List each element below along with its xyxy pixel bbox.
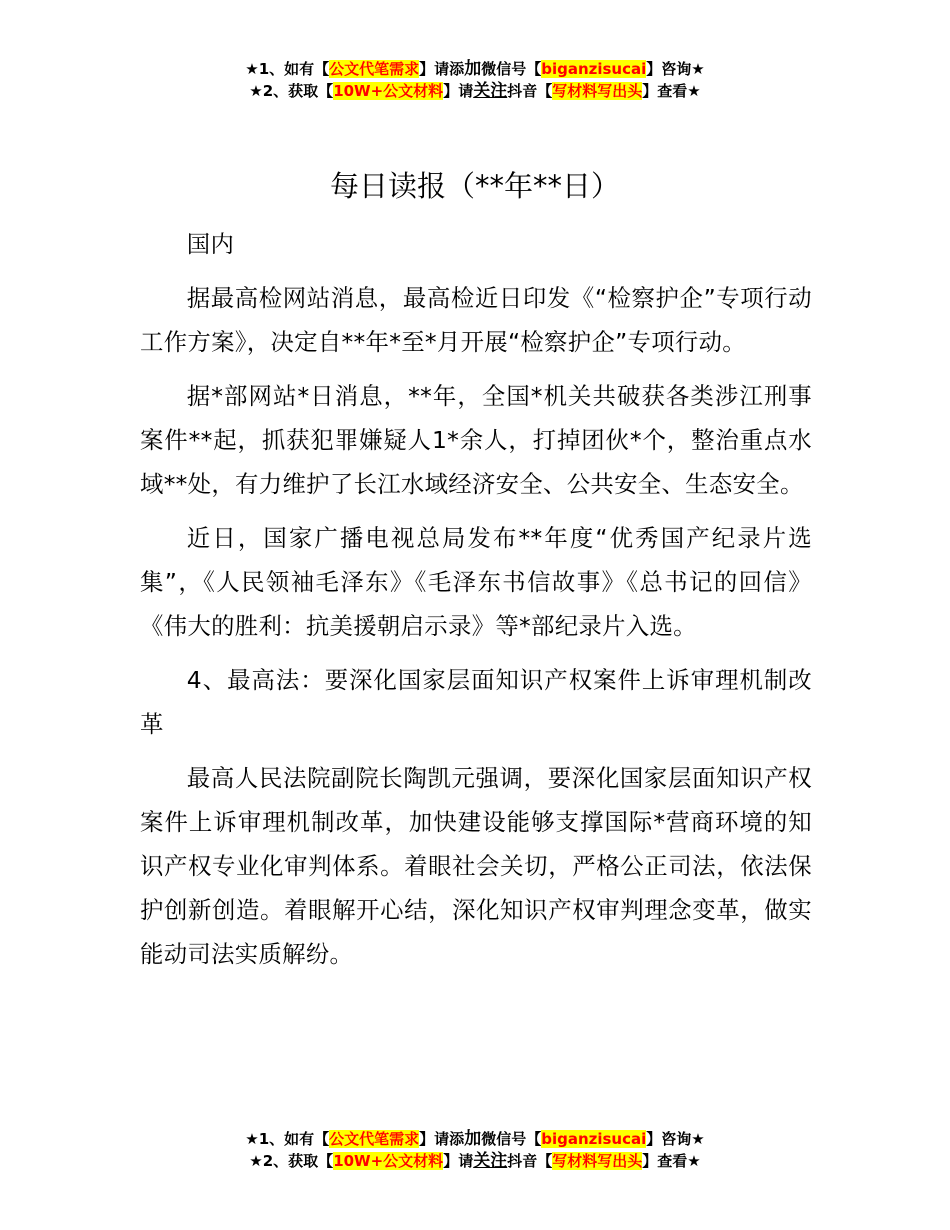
- banner-text: ★2、获取【: [249, 82, 334, 100]
- banner-text: 】咨询★: [646, 60, 705, 78]
- banner-text: 】查看★: [642, 82, 701, 100]
- banner-text: 】请: [443, 1152, 474, 1170]
- banner-text: 】请添: [419, 1130, 465, 1148]
- paragraph-heading: 4、最高法：要深化国家层面知识产权案件上诉审理机制改革: [140, 666, 812, 738]
- highlight-wechat-id: biganzisucai: [541, 60, 647, 78]
- highlight-service: 公文代笔需求: [329, 1130, 420, 1148]
- document-title: 每日读报（**年**日）: [329, 169, 620, 203]
- banner-text: 】查看★: [642, 1152, 701, 1170]
- highlight-douyin: 写材料写出头: [552, 1152, 643, 1170]
- banner-text: 微信号【: [481, 1130, 542, 1148]
- banner-text: 加: [464, 59, 482, 79]
- banner-text: 微信号【: [481, 60, 542, 78]
- banner-line-2: [0, 1150, 950, 1172]
- highlight-materials: 10W+公文材料: [333, 82, 444, 100]
- highlight-wechat-id: biganzisucai: [541, 1130, 647, 1148]
- paragraph: 近日，国家广播电视总局发布**年度“优秀国产纪录片选集”，《人民领袖毛泽东》《毛泽东书信故事》《总书记的回信》《伟大的胜利：抗美援朝启示录》等*部纪录片入选。: [140, 524, 812, 640]
- banner-text: 】咨询★: [646, 1130, 705, 1148]
- banner-text: ★1、如有【: [245, 1130, 330, 1148]
- banner-text: 加: [464, 1129, 482, 1149]
- banner-text: 】请: [443, 82, 474, 100]
- section-heading: 国内: [186, 230, 235, 258]
- banner-text: ★2、获取【: [249, 1152, 334, 1170]
- paragraph: 最高人民法院副院长陶凯元强调，要深化国家层面知识产权案件上诉审理机制改革，加快建设能够支撑国际*营商环境的知识产权专业化审判体系。着眼社会关切，严格公正司法，依法保护创新创造。着眼解开心结，深化知识产权审判理念变革，做实能动司法实质解纷。: [140, 764, 812, 968]
- document-body: [140, 222, 812, 986]
- paragraph: 据最高检网站消息，最高检近日印发《“检察护企”专项行动工作方案》，决定自**年*至*月开展“检察护企”专项行动。: [140, 284, 812, 356]
- banner-line-2: [0, 80, 950, 102]
- banner-text: ★1、如有【: [245, 60, 330, 78]
- banner-text: 关注: [473, 81, 508, 101]
- footer-banner: [0, 1128, 950, 1172]
- banner-text: 抖音【: [507, 1152, 553, 1170]
- banner-text: 】请添: [419, 60, 465, 78]
- banner-text: 抖音【: [507, 82, 553, 100]
- banner-line-1: [0, 1128, 950, 1150]
- highlight-douyin: 写材料写出头: [552, 82, 643, 100]
- banner-text: 关注: [473, 1151, 508, 1171]
- highlight-materials: 10W+公文材料: [333, 1152, 444, 1170]
- banner-line-1: [0, 58, 950, 80]
- highlight-service: 公文代笔需求: [329, 60, 420, 78]
- header-banner: [0, 58, 950, 102]
- paragraph: 据*部网站*日消息，**年，全国*机关共破获各类涉江刑事案件**起，抓获犯罪嫌疑人1*余人，打掉团伙*个，整治重点水域**处，有力维护了长江水域经济安全、公共安全、生态安全。: [140, 382, 812, 498]
